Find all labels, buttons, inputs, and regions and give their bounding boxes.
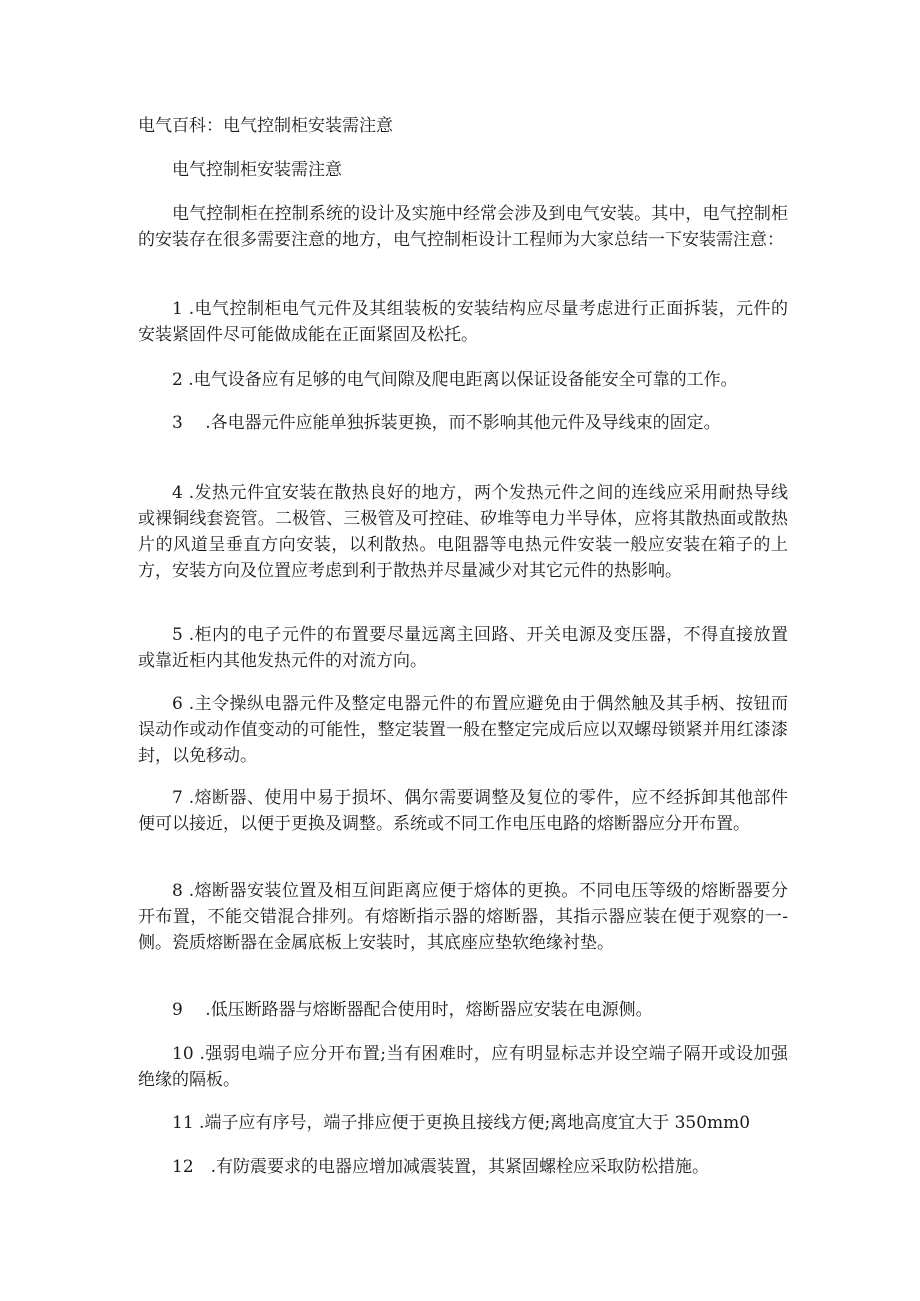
list-item: 6 .主令操纵电器元件及整定电器元件的布置应避免由于偶然触及其手柄、按钮而误动作或动作值变动的可能性，整定装置一般在整定完成后应以双螺母锁紧并用红漆漆封，以免移动。	[138, 694, 788, 766]
list-item: 2 .电气设备应有足够的电气间隙及爬电距离以保证设备能安全可靠的工作。	[172, 370, 738, 390]
list-item: 8 .熔断器安装位置及相互间距离应便于熔体的更换。不同电压等级的熔断器要分开布置，不能交错混合排列。有熔断指示器的熔断器，其指示器应装在便于观察的一-侧。瓷质熔断器在金属底板上安装时，其底座应垫软绝缘衬垫。	[138, 881, 788, 953]
list-item: 11 .端子应有序号，端子排应便于更换且接线方便;离地高度宜大于 350mm0	[172, 1113, 751, 1133]
list-item: 1 .电气控制柜电气元件及其组装板的安装结构应尽量考虑进行正面拆装，元件的安装紧固件尽可能做成能在正面紧固及松托。	[138, 299, 788, 345]
list-item: 3 .各电器元件应能单独拆装更换，而不影响其他元件及导线束的固定。	[172, 413, 721, 433]
list-item: 7 .熔断器、使用中易于损坏、偶尔需要调整及复位的零件，应不经拆卸其他部件便可以接近，以便于更换及调整。系统或不同工作电压电路的熔断器应分开布置。	[138, 788, 788, 834]
document-subtitle: 电气控制柜安装需注意	[172, 160, 342, 180]
document-title: 电气百科：电气控制柜安装需注意	[138, 116, 393, 136]
list-item: 9 .低压断路器与熔断器配合使用时，熔断器应安装在电源侧。	[172, 1000, 653, 1020]
intro-paragraph: 电气控制柜在控制系统的设计及实施中经常会涉及到电气安装。其中，电气控制柜的安装存在很多需要注意的地方，电气控制柜设计工程师为大家总结一下安装需注意：	[138, 204, 788, 250]
list-item: 4 .发热元件宜安装在散热良好的地方，两个发热元件之间的连线应采用耐热导线或裸铜线套瓷管。二极管、三极管及可控硅、矽堆等电力半导体，应将其散热面或散热片的风道呈垂直方向安装，以利散热。电阻器等电热元件安装一般应安装在箱子的上方，安装方向及位置应考虑到利于散热并尽量减少对其它元件的热影响。	[138, 483, 788, 581]
list-item: 12 .有防震要求的电器应增加减震装置，其紧固螺栓应采取防松措施。	[172, 1157, 710, 1177]
list-item: 5 .柜内的电子元件的布置要尽量远离主回路、开关电源及变压器，不得直接放置或靠近柜内其他发热元件的对流方向。	[138, 625, 788, 671]
list-item: 10 .强弱电端子应分开布置;当有困难时，应有明显标志并设空端子隔开或设加强绝缘的隔板。	[138, 1044, 788, 1090]
